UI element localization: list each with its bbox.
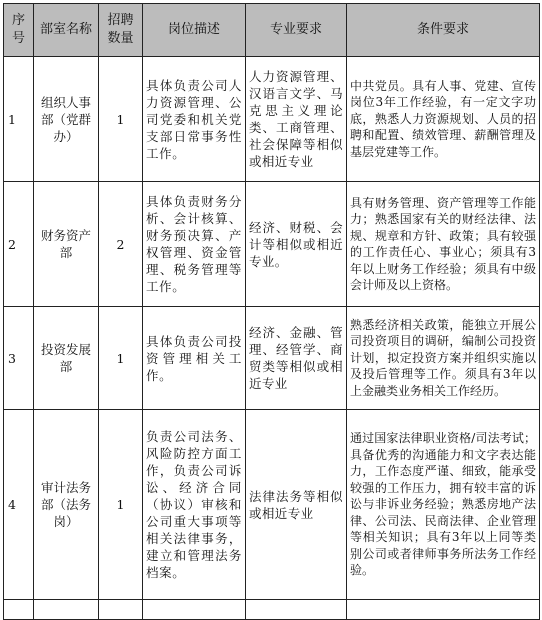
cell-count: 1 (99, 410, 143, 600)
cell-count: 2 (99, 182, 143, 307)
table-row (4, 182, 540, 307)
header-no: 序号 (4, 4, 34, 57)
header-major: 专业要求 (246, 4, 347, 57)
header-dept: 部室名称 (34, 4, 99, 57)
cell-no: 2 (4, 182, 34, 307)
cell-major: 人力资源管理、汉语言文学、马克思主义理论类、工商管理、社会保障等相似或相近专业 (246, 57, 347, 182)
cell-no: 3 (4, 307, 34, 410)
cell-no: 1 (4, 57, 34, 182)
cell-major: 经济、财税、会计等相似或相近专业。 (246, 182, 347, 307)
cell-cond: 通过国家法律职业资格/司法考试；具备优秀的沟通能力和文字表达能力，工作态度严谨、细致，能承受较强的工作压力，拥有较丰富的诉讼与非诉业务经验；熟悉房地产法律、公司法、民商法律、企业管理等相关知识；具有3年以上同等类别公司或者律师事务所法务工作经验。 (347, 410, 540, 600)
header-desc: 岗位描述 (143, 4, 246, 57)
table-header-row (4, 4, 540, 57)
cell-cond: 具有财务管理、资产管理等工作能力；熟悉国家有关的财经法律、法规、规章和方针、政策；具有较强的工作责任心、事业心；须具有3年以上财务工作经验；须具有中级会计师及以上资格。 (347, 182, 540, 307)
cell-no: 4 (4, 410, 34, 600)
cell-cond: 中共党员。具有人事、党建、宣传岗位3年工作经验，有一定文字功底，熟悉人力资源规划、人员的招聘和配置、绩效管理、薪酬管理及基层党建等工作。 (347, 57, 540, 182)
cell-count: 1 (99, 57, 143, 182)
header-cond: 条件要求 (347, 4, 540, 57)
cell-dept: 组织人事部（党群办） (34, 57, 99, 182)
cell-major: 经济、金融、管理、经管学、商贸类等相似或相近专业 (246, 307, 347, 410)
cell-desc: 具体负责公司投资管理相关工作。 (143, 307, 246, 410)
table-row (4, 57, 540, 182)
cell-desc: 具体负责财务分析、会计核算、财务预决算、产权管理、资金管理、税务管理等工作。 (143, 182, 246, 307)
cell-dept: 审计法务部（法务岗） (34, 410, 99, 600)
cell-cond: 熟悉经济相关政策，能独立开展公司投资项目的调研，编制公司投资计划，拟定投资方案并组织实施以及投后管理等工作。须具有3年以上金融类业务相关工作经历。 (347, 307, 540, 410)
cell-desc: 具体负责公司人力资源管理、公司党委和机关党支部日常事务性工作。 (143, 57, 246, 182)
table-row (4, 410, 540, 600)
cell-desc: 负责公司法务、风险防控方面工作，负责公司诉讼、经济合同（协议）审核和公司重大事项等相关法律事务，建立和管理法务档案。 (143, 410, 246, 600)
header-count: 招聘数量 (99, 4, 143, 57)
table-row (4, 307, 540, 410)
cell-major: 法律法务等相似或相近专业 (246, 410, 347, 600)
cell-count: 1 (99, 307, 143, 410)
job-table (3, 3, 540, 620)
cell-dept: 财务资产部 (34, 182, 99, 307)
cell-dept: 投资发展部 (34, 307, 99, 410)
